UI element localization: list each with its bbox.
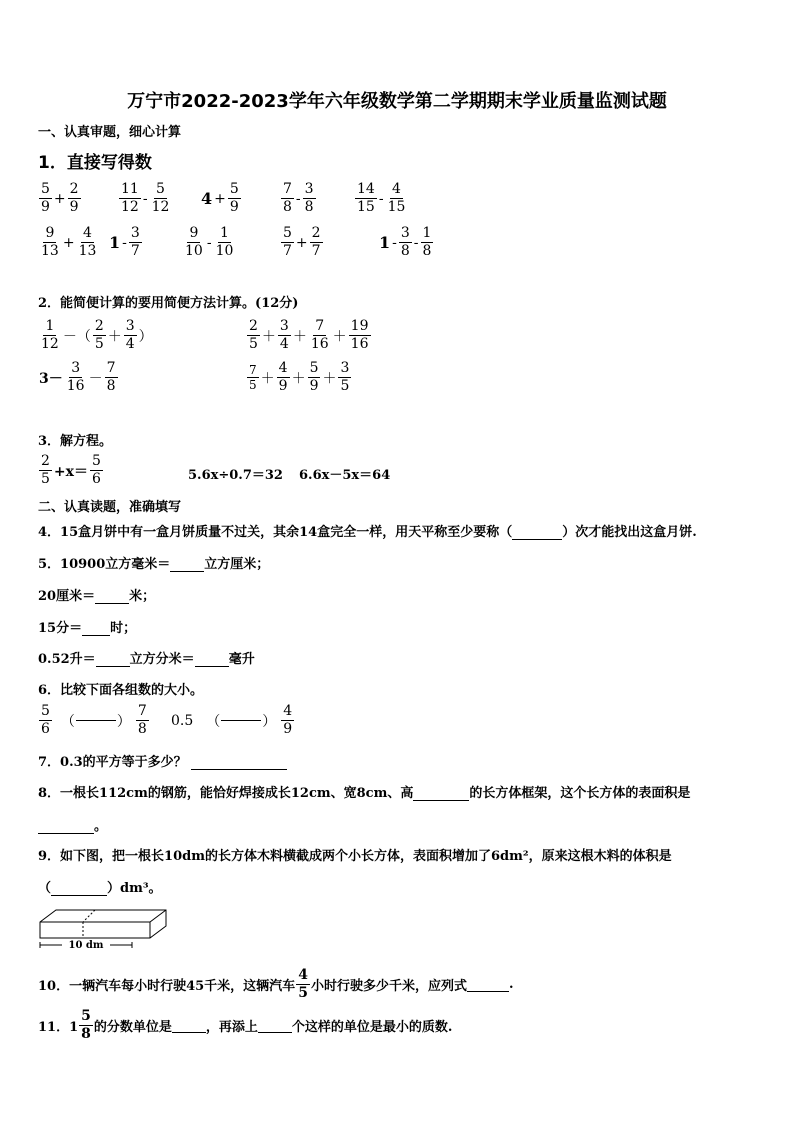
fraction: $\frac{5}{12}$ [151, 181, 170, 215]
section-1-heading: 一、认真审题，细心计算 [38, 125, 182, 140]
q1-heading: 1．直接写得数 [38, 153, 152, 173]
fraction: $\frac{3}{4}$ [279, 318, 289, 352]
answer-blank[interactable] [96, 666, 130, 667]
q1-item: 1 - $\frac{3}{8}$ - $\frac{1}{8}$ [379, 225, 432, 259]
q5-line-2: 20厘米＝ 米； [38, 589, 156, 604]
q9-line-2: （ ）dm³。 [38, 881, 162, 896]
fraction: $\frac{4}{9}$ [283, 703, 293, 737]
answer-blank[interactable] [195, 666, 229, 667]
q7-text: 7．0.3的平方等于多少？ [38, 751, 287, 770]
q5-line-1: 5．10900立方毫米＝ 立方厘米； [38, 557, 270, 572]
fraction: $\frac{1}{12}$ [41, 318, 59, 352]
fraction: $\frac{1}{10}$ [215, 225, 234, 259]
q1-item: 1 - $\frac{3}{7}$ [109, 225, 140, 259]
fraction: $\frac{5}{7}$ [283, 225, 292, 259]
fraction: $\frac{7}{8}$ [283, 181, 292, 215]
fraction: $\frac{4}{13}$ [78, 225, 97, 259]
fraction: $\frac{4}{15}$ [387, 181, 406, 215]
fraction: $\frac{5}{8}$ [81, 1008, 91, 1042]
q8-text: 8．一根长112cm的钢筋，能恰好焊接成长12cm、宽8cm、高 的长方体框架，这个长方体的表面积是 [38, 786, 691, 801]
q2-expression-1: $\frac{1}{12}$ －（ $\frac{2}{5}$ ＋ $\frac{3}{4}$ ） [41, 318, 153, 352]
answer-blank[interactable] [38, 833, 94, 834]
fraction: $\frac{2}{5}$ [249, 318, 258, 352]
q8-line-2: 。 [38, 815, 107, 834]
fraction: $\frac{3}{8}$ [400, 225, 410, 259]
fraction: $\frac{3}{4}$ [125, 318, 135, 352]
fraction: $\frac{4}{5}$ [298, 967, 308, 1001]
fraction: $\frac{2}{7}$ [311, 225, 321, 259]
q1-item: $\frac{5}{7}$ + $\frac{2}{7}$ [283, 225, 321, 259]
q3-equation-3: 6.6x－5x＝64 [299, 468, 391, 483]
q6-compare-1: $\frac{5}{6}$ （ ） $\frac{7}{8}$ [41, 703, 147, 737]
fraction: $\frac{3}{16}$ [66, 360, 85, 394]
q4-text: 4．15盒月饼中有一盒月饼质量不过关，其余14盒完全一样，用天平称至少要称（ ）次才能找出这盒月饼. [38, 525, 697, 540]
fraction: $\frac{5}{6}$ [92, 453, 101, 487]
answer-blank[interactable] [82, 635, 110, 636]
answer-blank[interactable] [512, 539, 562, 540]
wood-block-figure [36, 906, 171, 952]
q3-equation-2: 5.6x÷0.7＝32 [188, 468, 283, 483]
q1-item: $\frac{9}{10}$ - $\frac{1}{10}$ [185, 225, 234, 259]
answer-blank[interactable] [191, 769, 287, 770]
q1-item: $\frac{11}{12}$ - $\frac{5}{12}$ [121, 181, 170, 215]
q11-text: 11．1 $\frac{5}{8}$ 的分数单位是 ，再添上 个这样的单位是最小的质数. [38, 1008, 453, 1042]
answer-blank[interactable] [172, 1018, 206, 1033]
fraction: $\frac{9}{13}$ [41, 225, 59, 259]
page-title: 万宁市2022-2023学年六年级数学第二学期期末学业质量监测试题 [127, 91, 667, 112]
fraction: $\frac{2}{9}$ [69, 181, 79, 215]
fraction: $\frac{3}{8}$ [304, 181, 314, 215]
fraction: $\frac{5}{6}$ [41, 703, 50, 737]
answer-blank[interactable] [170, 571, 204, 572]
fraction: $\frac{7}{8}$ [106, 360, 116, 394]
q1-item: $\frac{9}{13}$ + $\frac{4}{13}$ [41, 225, 97, 259]
answer-blank[interactable] [467, 977, 509, 992]
answer-blank[interactable] [413, 800, 469, 801]
fraction: $\frac{5}{9}$ [229, 181, 239, 215]
q2-expression-4: $\frac{7}{5}$ ＋ $\frac{4}{9}$ ＋ $\frac{5}{9}$ ＋ $\frac{3}{5}$ [249, 360, 350, 394]
fraction: $\frac{7}{8}$ [137, 703, 147, 737]
q6-heading: 6．比较下面各组数的大小。 [38, 683, 204, 698]
q2-heading: 2．能简便计算的要用简便方法计算。(12分) [38, 296, 299, 311]
fraction: $\frac{9}{10}$ [185, 225, 203, 259]
fraction: $\frac{5}{9}$ [309, 360, 319, 394]
q1-item: $\frac{7}{8}$ - $\frac{3}{8}$ [283, 181, 314, 215]
q1-item: $\frac{5}{9}$ + $\frac{2}{9}$ [41, 181, 79, 215]
fraction: $\frac{3}{7}$ [130, 225, 140, 259]
q1-item: $\frac{14}{15}$ - $\frac{4}{15}$ [357, 181, 406, 215]
section-2-heading: 二、认真读题，准确填写 [38, 500, 182, 515]
q9-text: 9．如下图，把一根长10dm的长方体木料横截成两个小长方体，表面积增加了6dm²，原来这根木料的体积是 [38, 849, 672, 864]
fraction: $\frac{5}{9}$ [41, 181, 50, 215]
answer-blank[interactable] [258, 1018, 292, 1033]
q5-line-4: 0.52升＝ 立方分米＝ 毫升 [38, 652, 255, 667]
q3-heading: 3．解方程。 [38, 434, 113, 449]
answer-blank[interactable] [221, 720, 261, 721]
fraction: $\frac{2}{5}$ [94, 318, 104, 352]
fraction: $\frac{11}{12}$ [121, 181, 139, 215]
answer-blank[interactable] [95, 603, 129, 604]
fraction: $\frac{4}{9}$ [278, 360, 288, 394]
q3-equation-1: $\frac{2}{5}$ +x＝ $\frac{5}{6}$ [41, 453, 101, 487]
answer-blank[interactable] [76, 720, 116, 721]
q10-text: 10．一辆汽车每小时行驶45千米，这辆汽车 $\frac{4}{5}$ 小时行驶多少千米，应列式 . [38, 967, 514, 1001]
q2-expression-2: $\frac{2}{5}$ ＋ $\frac{3}{4}$ ＋ $\frac{7}{16}$ ＋ $\frac{19}{16}$ [249, 318, 369, 352]
q2-expression-3: 3－ $\frac{3}{16}$ － $\frac{7}{8}$ [39, 360, 116, 394]
fraction: $\frac{3}{5}$ [340, 360, 350, 394]
q6-compare-2: 0.5 （ ） $\frac{4}{9}$ [171, 703, 293, 737]
fraction: $\frac{19}{16}$ [350, 318, 369, 352]
fraction: $\frac{1}{8}$ [422, 225, 432, 259]
answer-blank[interactable] [51, 895, 107, 896]
fraction: $\frac{7}{5}$ [249, 363, 257, 392]
figure-length-label: 10 dm [68, 940, 104, 951]
fraction: $\frac{7}{16}$ [310, 318, 329, 352]
fraction: $\frac{14}{15}$ [357, 181, 375, 215]
q1-item: 4 + $\frac{5}{9}$ [201, 181, 239, 215]
q5-line-3: 15分＝ 时； [38, 621, 137, 636]
fraction: $\frac{2}{5}$ [41, 453, 50, 487]
